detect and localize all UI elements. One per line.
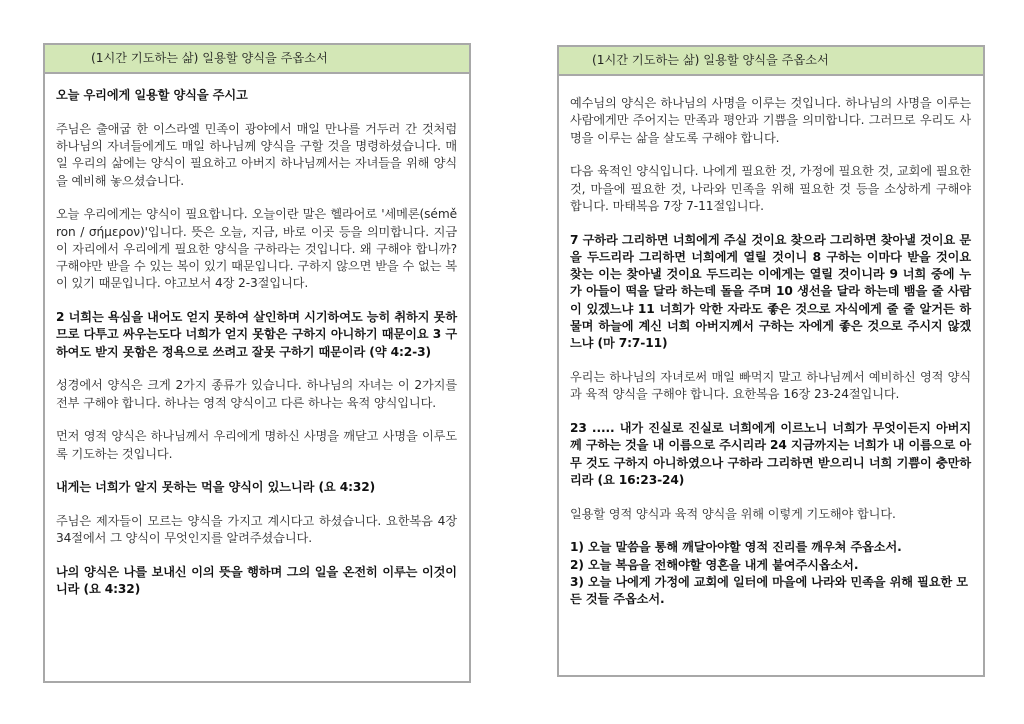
left-paragraph: 2 너희는 욕심을 내어도 얻지 못하여 살인하며 시기하여도 능히 취하지 못하므로 다투고 싸우는도다 너희가 얻지 못함은 구하지 아니하기 때문이요 3 구하여도 받지 못함은 정욕으로 쓰려고 잘못 구하기 때문이라 (약 4:2-3): [56, 310, 457, 359]
right-paragraph: 23 ..... 내가 진실로 진실로 너희에게 이르노니 너희가 무엇이든지 아버지께 구하는 것을 내 이름으로 주시리라 24 지금까지는 너희가 내 이름으로 아무 것도 구하지 아니하였으나 구하라 그리하면 받으리니 너희 기쁨이 충만하리라 (요 16:23-24): [570, 421, 971, 487]
left-paragraph: 내게는 너희가 알지 못하는 먹을 양식이 있느니라 (요 4:32): [56, 480, 376, 495]
left-paragraph: 오늘 우리에게는 양식이 필요합니다. 오늘이란 말은 헬라어로 '세메론(séměron / σήμερον)'입니다. 뜻은 오늘, 지금, 바로 이곳 등을 의미합니다. 지금 이 자리에서 우리에게 필요한 양식을 구하라는 것입니다. 왜 구해야 합니까? 구해야만 받을 수 있는 복이 있기 때문입니다. 구하지 않으면 받을 수 없는 복이 있기 때문입니다. 야고보서 4장 2-3절입니다.: [56, 207, 457, 291]
prayer-item: 3) 오늘 나에게 가정에 교회에 일터에 마을에 나라와 민족을 위해 필요한 모든 것들 주옵소서.: [570, 574, 968, 607]
left-paragraph: 오늘 우리에게 일용할 양식을 주시고: [56, 88, 248, 102]
left-page-header: (1시간 기도하는 삶) 일용할 양식을 주옵소서: [45, 45, 469, 74]
prayer-item: 1) 오늘 말씀을 통해 깨달아야할 영적 진리를 깨우쳐 주옵소서.: [570, 540, 902, 555]
left-paragraph: 먼저 영적 양식은 하나님께서 우리에게 명하신 사명을 깨닫고 사명을 이루도록 기도하는 것입니다.: [56, 429, 457, 461]
left-paragraph: 주님은 제자들이 모르는 양식을 가지고 계시다고 하셨습니다. 요한복음 4장 34절에서 그 양식이 무엇인지를 알려주셨습니다.: [56, 514, 457, 546]
left-paragraph: 주님은 출애굽 한 이스라엘 민족이 광야에서 매일 만나를 거두러 간 것처럼 하나님의 자녀들에게도 매일 하나님께 양식을 구할 것을 명령하셨습니다. 매일 우리의 삶에는 양식이 필요하고 아버지 하나님께서는 자녀들을 위해 양식을 예비해 놓으셨습니다.: [56, 121, 457, 188]
prayer-list: [570, 539, 971, 608]
right-paragraph: 다음 육적인 양식입니다. 나에게 필요한 것, 가정에 필요한 것, 교회에 필요한 것, 마을에 필요한 것, 나라와 민족을 위해 필요한 것 등을 소상하게 구해야 합니다. 마태복음 7장 7-11절입니다.: [570, 164, 971, 213]
left-paragraph: 나의 양식은 나를 보내신 이의 뜻을 행하며 그의 일을 온전히 이루는 이것이니라 (요 4:32): [56, 565, 457, 597]
right-paragraph: 예수님의 양식은 하나님의 사명을 이루는 것입니다. 하나님의 사명을 이루는 사람에게만 주어지는 만족과 평안과 기쁨을 의미합니다. 그러므로 우리도 사명을 이루는 삶을 살도록 구해야 합니다.: [570, 96, 971, 145]
right-page: [557, 45, 985, 677]
right-paragraph: 7 구하라 그리하면 너희에게 주실 것이요 찾으라 그리하면 찾아낼 것이요 문을 두드리라 그리하면 너희에게 열릴 것이니 8 구하는 이마다 받을 것이요 찾는 이는 찾아낼 것이요 두드리는 이에게는 열릴 것이니라 9 너희 중에 누가 아들이 떡을 달라 하는데 돌을 주며 10 생선을 달라 하는데 뱀을 줄 사람이 있겠느냐 11 너희가 악한 자라도 좋은 것으로 자식에게 줄 줄 알거든 하물며 하늘에 계신 너희 아버지께서 구하는 자에게 좋은 것으로 주시지 않겠느냐 (마 7:7-11): [570, 232, 971, 351]
left-paragraph: 성경에서 양식은 크게 2가지 종류가 있습니다. 하나님의 자녀는 이 2가지를 전부 구해야 합니다. 하나는 영적 양식이고 다른 하나는 육적 양식입니다.: [56, 378, 457, 410]
right-page-content: [570, 95, 971, 608]
left-page: [43, 43, 471, 683]
prayer-item: 2) 오늘 복음을 전해야할 영혼을 내게 붙여주시옵소서.: [570, 557, 859, 572]
right-paragraph: 우리는 하나님의 자녀로써 매일 빠먹지 말고 하나님께서 예비하신 영적 양식과 육적 양식을 구해야 합니다. 요한복음 16장 23-24절입니다.: [570, 370, 971, 402]
right-page-header: (1시간 기도하는 삶) 일용할 양식을 주옵소서: [559, 47, 983, 76]
left-page-content: [56, 87, 457, 615]
right-paragraph: 일용할 영적 양식과 육적 양식을 위해 이렇게 기도해야 합니다.: [570, 506, 896, 521]
